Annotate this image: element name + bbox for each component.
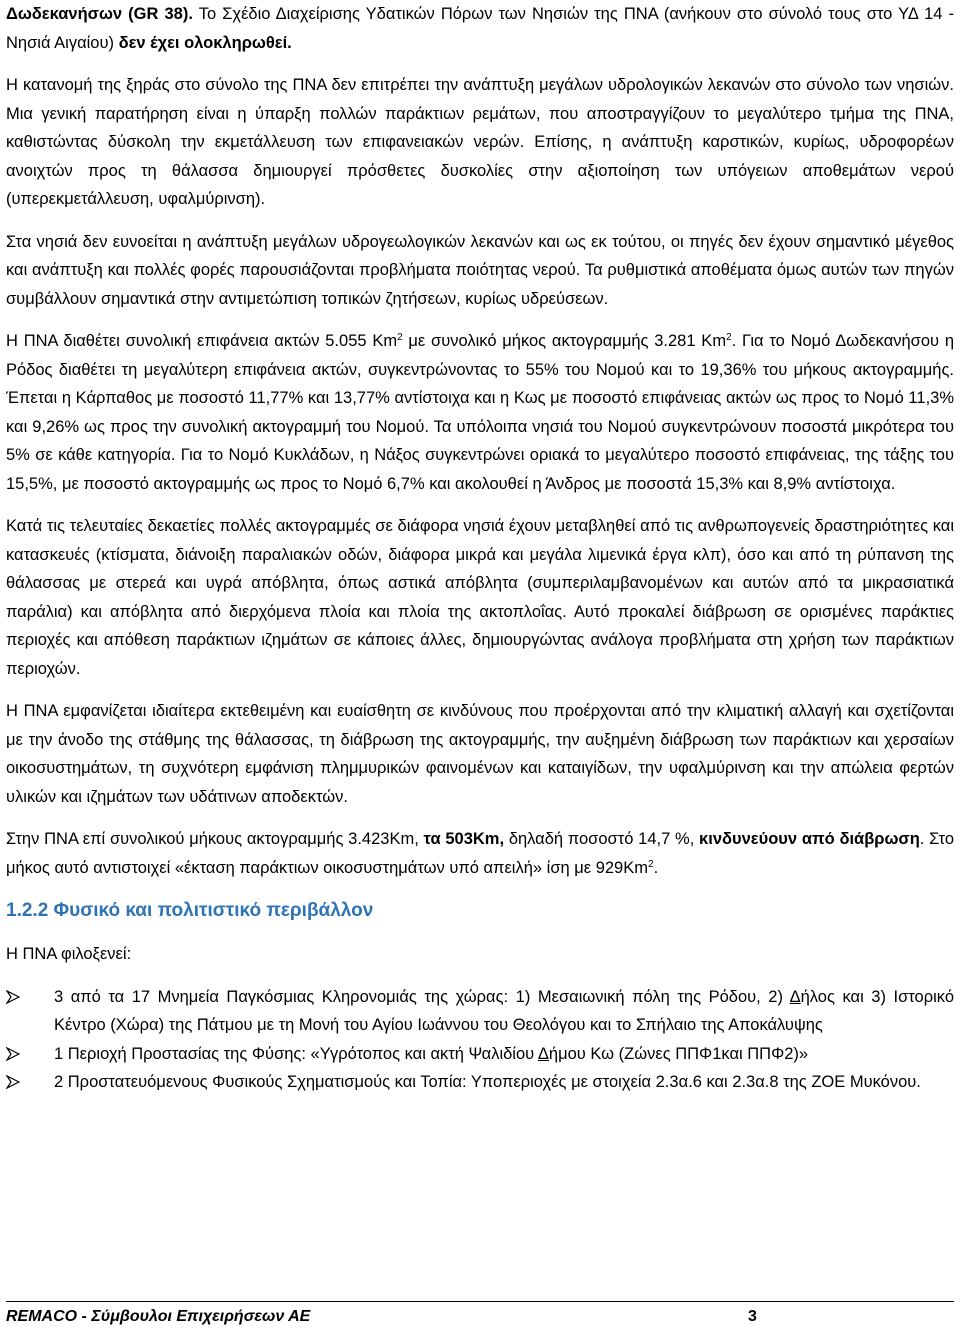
section-title: Φυσικό και πολιτιστικό περιβάλλον <box>53 900 374 921</box>
list-item-text-a: 3 από τα 17 Μνημεία Παγκόσμιας Κληρονομιάς της χώρας: 1) Μεσαιωνική πόλη της Ρόδου, 2) <box>54 987 790 1006</box>
arrowhead-bullet-icon <box>6 1047 20 1061</box>
intro-text: Το Σχέδιο Διαχείρισης Υδατικών Πόρων των Νησιών της ΠΝΑ (ανήκουν στο σύνολό τους στο ΥΔ 14 - Νησιά Αιγαίου) <box>6 5 954 52</box>
paragraph-erosion <box>6 825 954 882</box>
coast-sup-2: 2 <box>726 332 732 343</box>
list-item-text-underline: Δ <box>537 1044 549 1063</box>
paragraph-climate-change: Η ΠΝΑ εμφανίζεται ιδιαίτερα εκτεθειμένη και ευαίσθητη σε κινδύνους που προέρχονται από την κλιματική αλλαγή και σχετίζονται με την άνοδο της στάθμης της θάλασσας, τη διάβρωση της ακτογραμμής, την αυξημένη διάβρωση των παράκτιων και χερσαίων οικοσυστημάτων, τη συχνότερη εμφάνιση πλημμυρικών φαινομένων και καταιγίδων, την υφαλμύρινση και την απώλεια φερτών υλικών και ιζημάτων των υδάτινων αποδεκτών. <box>6 702 954 806</box>
coast-text-c: . Για το Νομό Δωδεκανήσου η Ρόδος διαθέτει τη μεγαλύτερη επιφάνεια ακτών, συγκεντρώνοντας το 55% του Νομού και το 19,36% του μήκους ακτογραμμής. Έπεται η Κάρπαθος με ποσοστό 11,77% και 13,77% αντίστοιχα και η Κως με ποσοστό επιφάνειας ακτών ως προς το Νομό 11,3% και 9,26% ως προς την συνολική ακτογραμμή του Νομού. Τα υπόλοιπα νησιά του Νομού συγκεντρώνουν ποσοστά μικρότερα του 5% σε κάθε κατηγορία. Για το Νομό Κυκλάδων, η Νάξος συγκεντρώνει οριακά το μεγαλύτερο ποσοστό επιφάνειας, της τάξης του 15,5%, με ποσοστό ακτογραμμής ως προς το Νομό 6,7% και ακολουθεί η Άνδρος με ποσοστά 15,3% και 8,9% αντίστοιχα. <box>6 332 954 493</box>
intro-paragraph <box>6 0 954 57</box>
coast-sup-1: 2 <box>397 332 403 343</box>
page-footer <box>6 1301 954 1334</box>
footer-company: REMACO - Σύμβουλοι Επιχειρήσεων ΑΕ <box>6 1308 311 1325</box>
list-item-text-a: 2 Προστατευόμενους Φυσικούς Σχηματισμούς και Τοπία: Υποπεριοχές με στοιχεία 2.3α.6 και 2.3α.8 της ΖΟΕ Μυκόνου. <box>54 1073 921 1091</box>
list-item-text-a: 1 Περιοχή Προστασίας της Φύσης: «Υγρότοπος και ακτή Ψαλιδίου <box>54 1044 538 1063</box>
list-item <box>6 1040 954 1069</box>
erosion-text-c: δηλαδή ποσοστό 14,7 %, <box>504 830 700 848</box>
arrowhead-bullet-icon <box>6 990 20 1004</box>
erosion-text-a: Στην ΠΝΑ επί συνολικού μήκους ακτογραμμής 3.423Km, <box>6 830 424 848</box>
intro-bold-start: Δωδεκανήσων (GR 38). <box>6 5 193 23</box>
paragraph-aquifers: Στα νησιά δεν ευνοείται η ανάπτυξη μεγάλων υδρογεωλογικών λεκανών και ως εκ τούτου, οι πηγές δεν έχουν σημαντικό μέγεθος και ανάπτυξη και πολλές φορές παρουσιάζονται προβλήματα ποιότητας νερού. Τα ρυθμιστικά αποθέματα όμως αυτών των πηγών συμβάλλουν σημαντικά στην αντιμετώπιση τοπικών ζητήσεων, κυρίως υδρεύσεων. <box>6 232 954 308</box>
section-heading <box>6 896 954 926</box>
list-item-text-underline: Δ <box>789 987 801 1006</box>
paragraph-coastline-changes: Κατά τις τελευταίες δεκαετίες πολλές ακτογραμμές σε διάφορα νησιά έχουν μεταβληθεί από τις ανθρωπογενείς δραστηριότητες και κατασκευές (κτίσματα, διάνοιξη παραλιακών οδών, διάφορα μικρά και μεγάλα λιμενικά έργα κλπ), όσο και από τη ρύπανση της θάλασσας με στερεά και υγρά απόβλητα, όπως αστικά απόβλητα (συμπεριλαμβανομένων και αυτών από τα μικρασιατικά παράλια) και απόβλητα από διερχόμενα πλοία και πλοία της ακτοπλοΐας. Αυτό προκαλεί διάβρωση σε ορισμένες παράκτιες περιοχές και απόθεση παράκτιων ιζημάτων σε κάποιες άλλες, δημιουργώντας ανάλογα προβλήματα στη χρήση των παράκτιων περιοχών. <box>6 517 954 678</box>
page-number: 3 <box>748 1308 757 1325</box>
list-item <box>6 983 954 1040</box>
erosion-bold-risk: κινδυνεύουν από διάβρωση <box>699 830 920 848</box>
erosion-bold-km: τα 503Km, <box>423 830 505 848</box>
paragraph-coastline-stats <box>6 327 954 498</box>
erosion-text-f: . <box>653 858 659 877</box>
erosion-sup: 2 <box>648 858 654 870</box>
page-content <box>6 0 954 1097</box>
list-item <box>6 1068 954 1097</box>
section-intro: Η ΠΝΑ φιλοξενεί: <box>6 945 132 963</box>
intro-bold-end: δεν έχει ολοκληρωθεί. <box>118 33 292 52</box>
heritage-list <box>6 983 954 1097</box>
erosion-text-e: . Στο μήκος αυτό αντιστοιχεί «έκταση παράκτιων οικοσυστημάτων υπό απειλή» ίση με 929Km <box>6 830 954 877</box>
coast-text-a: Η ΠΝΑ διαθέτει συνολική επιφάνεια ακτών 5.055 Km <box>6 332 398 350</box>
arrowhead-bullet-icon <box>6 1075 20 1089</box>
section-number: 1.2.2 <box>6 900 49 921</box>
coast-text-b: με συνολικό μήκος ακτογραμμής 3.281 Km <box>402 332 727 350</box>
list-item-text-b: ήμου Κω (Ζώνες ΠΠΦ1και ΠΠΦ2)» <box>548 1044 809 1063</box>
list-item-text-b: ήλος και 3) Ιστορικό Κέντρο (Χώρα) της Πάτμου με τη Μονή του Αγίου Ιωάννου του Θεολόγου και το Σπήλαιο της Αποκάλυψης <box>54 987 955 1034</box>
paragraph-hydrology: Η κατανομή της ξηράς στο σύνολο της ΠΝΑ δεν επιτρέπει την ανάπτυξη μεγάλων υδρολογικών λεκανών στο σύνολο των νησιών. Μια γενική παρατήρηση είναι η ύπαρξη πολλών παράκτιων ρεμάτων, που αποστραγγίζουν το μεγαλύτερο τμήμα της ΠΝΑ, καθιστώντας δύσκολη την εκμετάλλευση των επιφανειακών νερών. Επίσης, η ανάπτυξη καρστικών, κυρίως, υδροφορέων ανοιχτών προς τη θάλασσα δημιουργεί πρόσθετες δυσκολίες στην αξιοποίηση των υπόγειων αποθεμάτων νερού (υπερεκμετάλλευση, υφαλμύρινση). <box>6 76 954 208</box>
